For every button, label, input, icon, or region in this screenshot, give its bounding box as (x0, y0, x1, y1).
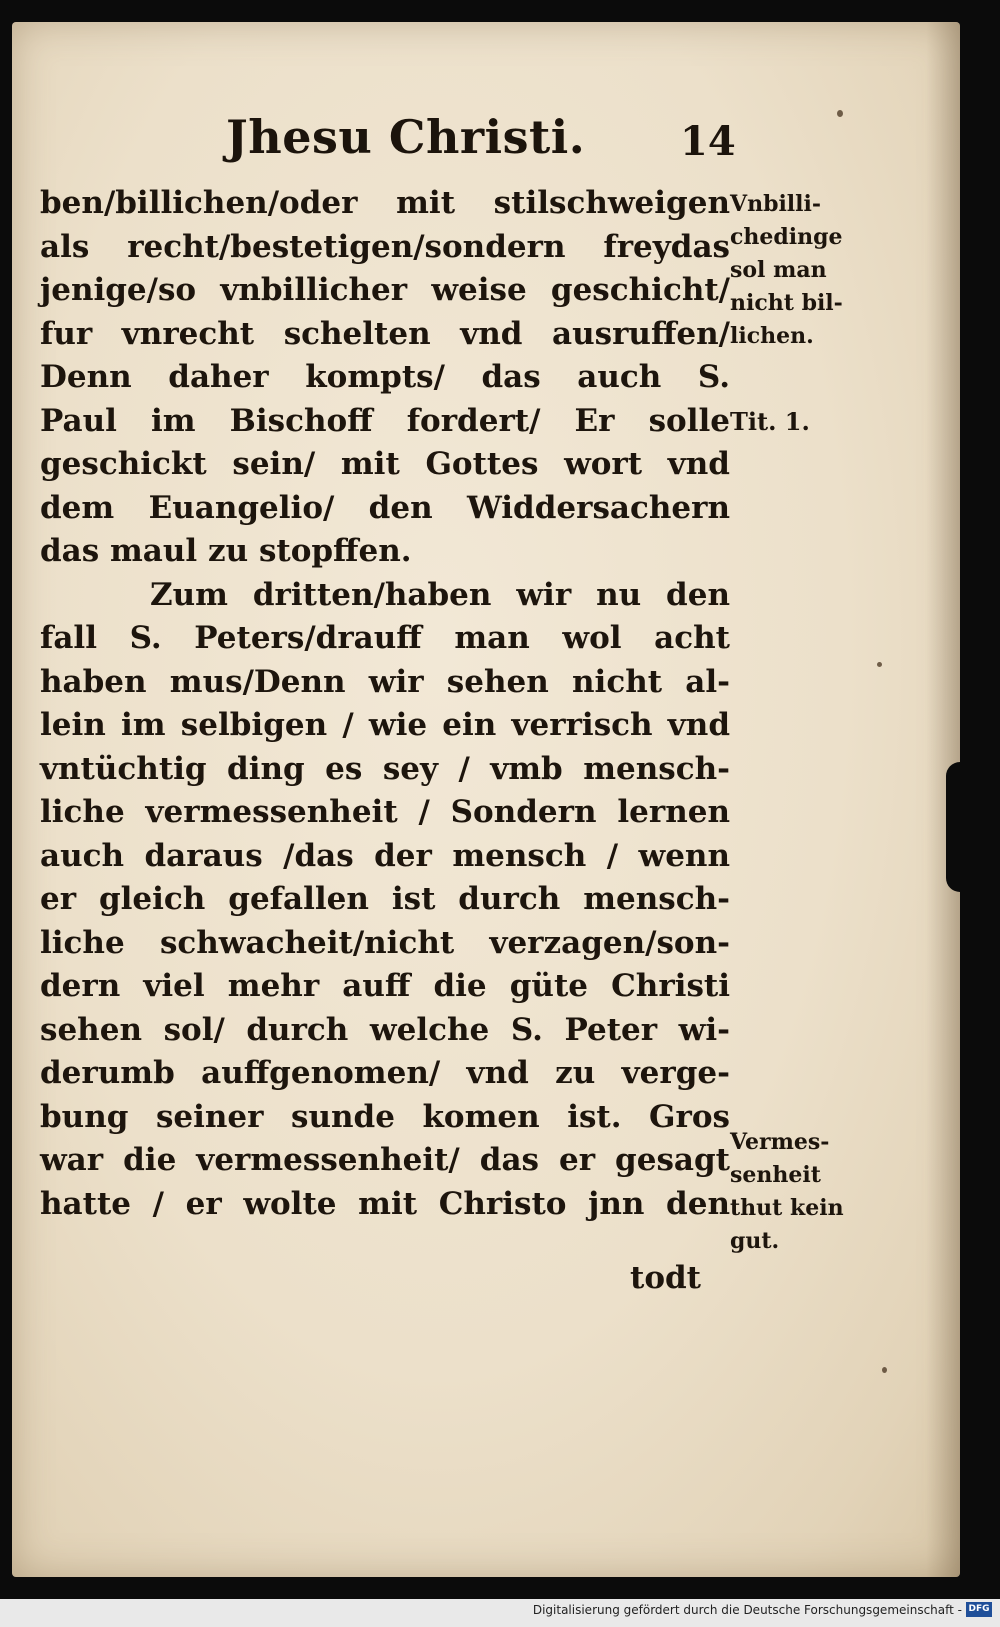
funding-credit: Digitalisierung gefördert durch die Deutsche Forschungsgemeinschaft - (532, 1603, 962, 1617)
marginal-line: chedinge (730, 224, 843, 250)
marginal-note (730, 1126, 844, 1258)
catchword: todt (630, 1260, 701, 1296)
text-line: sehen sol/ durch welche S. Peter wi- (40, 1011, 730, 1048)
marginal-line: lichen. (730, 323, 814, 349)
marginal-line: senheit (730, 1162, 821, 1188)
text-line: lein im selbigen / wie ein verrisch vnd (40, 707, 730, 743)
text-line: haben mus/Denn wir sehen nicht al- (40, 663, 730, 700)
text-line: jenige/so vnbillicher weise geschicht/ (40, 272, 730, 308)
text-line: dern viel mehr auff die güte Christi (40, 968, 730, 1004)
text-line: als recht/bestetigen/sondern freydas (40, 228, 730, 265)
marginal-line: Tit. 1. (730, 407, 810, 436)
text-line: auch daraus /das der mensch / wenn (40, 837, 730, 874)
page-notch (946, 762, 968, 892)
ink-spot (837, 110, 843, 117)
text-line: fur vnrecht schelten vnd ausruffen/ (40, 315, 730, 352)
page-number: 14 (680, 118, 736, 165)
dfg-logo: DFG (966, 1602, 992, 1617)
text-line: liche schwacheit/nicht verzagen/son- (40, 924, 730, 961)
text-line: er gleich gefallen ist durch mensch- (40, 881, 730, 917)
marginal-line: nicht bil- (730, 290, 843, 316)
marginal-note (730, 188, 843, 353)
text-line: dem Euangelio/ den Widdersachern (40, 489, 730, 526)
text-line: ben/billichen/oder mit stilschweigen (40, 185, 730, 221)
ink-spot (882, 1367, 887, 1373)
running-head: Jhesu Christi. (226, 110, 586, 164)
text-line: war die vermessenheit/ das er gesagt (40, 1142, 730, 1178)
text-line: Denn daher kompts/ das auch S. (40, 359, 730, 395)
marginal-line: gut. (730, 1228, 780, 1254)
text-line: derumb auffgenomen/ vnd zu verge- (40, 1055, 730, 1091)
text-line: bung seiner sunde komen ist. Gros (40, 1098, 730, 1135)
text-line: das maul zu stopffen. (40, 533, 412, 569)
text-line: vntüchtig ding es sey / vmb mensch- (40, 750, 730, 787)
text-line: fall S. Peters/drauff man wol acht (40, 620, 730, 656)
marginal-line: sol man (730, 257, 827, 283)
marginal-reference (730, 405, 810, 438)
text-line: Zum dritten/haben wir nu den (150, 576, 730, 613)
ink-spot (877, 662, 882, 667)
text-line: hatte / er wolte mit Christo jnn den (40, 1185, 730, 1222)
text-line: Paul im Bischoff fordert/ Er solle (40, 402, 730, 439)
text-line: geschickt sein/ mit Gottes wort vnd (40, 446, 730, 482)
body-text (40, 182, 730, 1226)
text-line: liche vermessenheit / Sondern lernen (40, 794, 730, 830)
marginal-line: thut kein (730, 1195, 844, 1221)
marginal-line: Vermes- (730, 1129, 830, 1155)
marginal-line: Vnbilli- (730, 191, 822, 217)
